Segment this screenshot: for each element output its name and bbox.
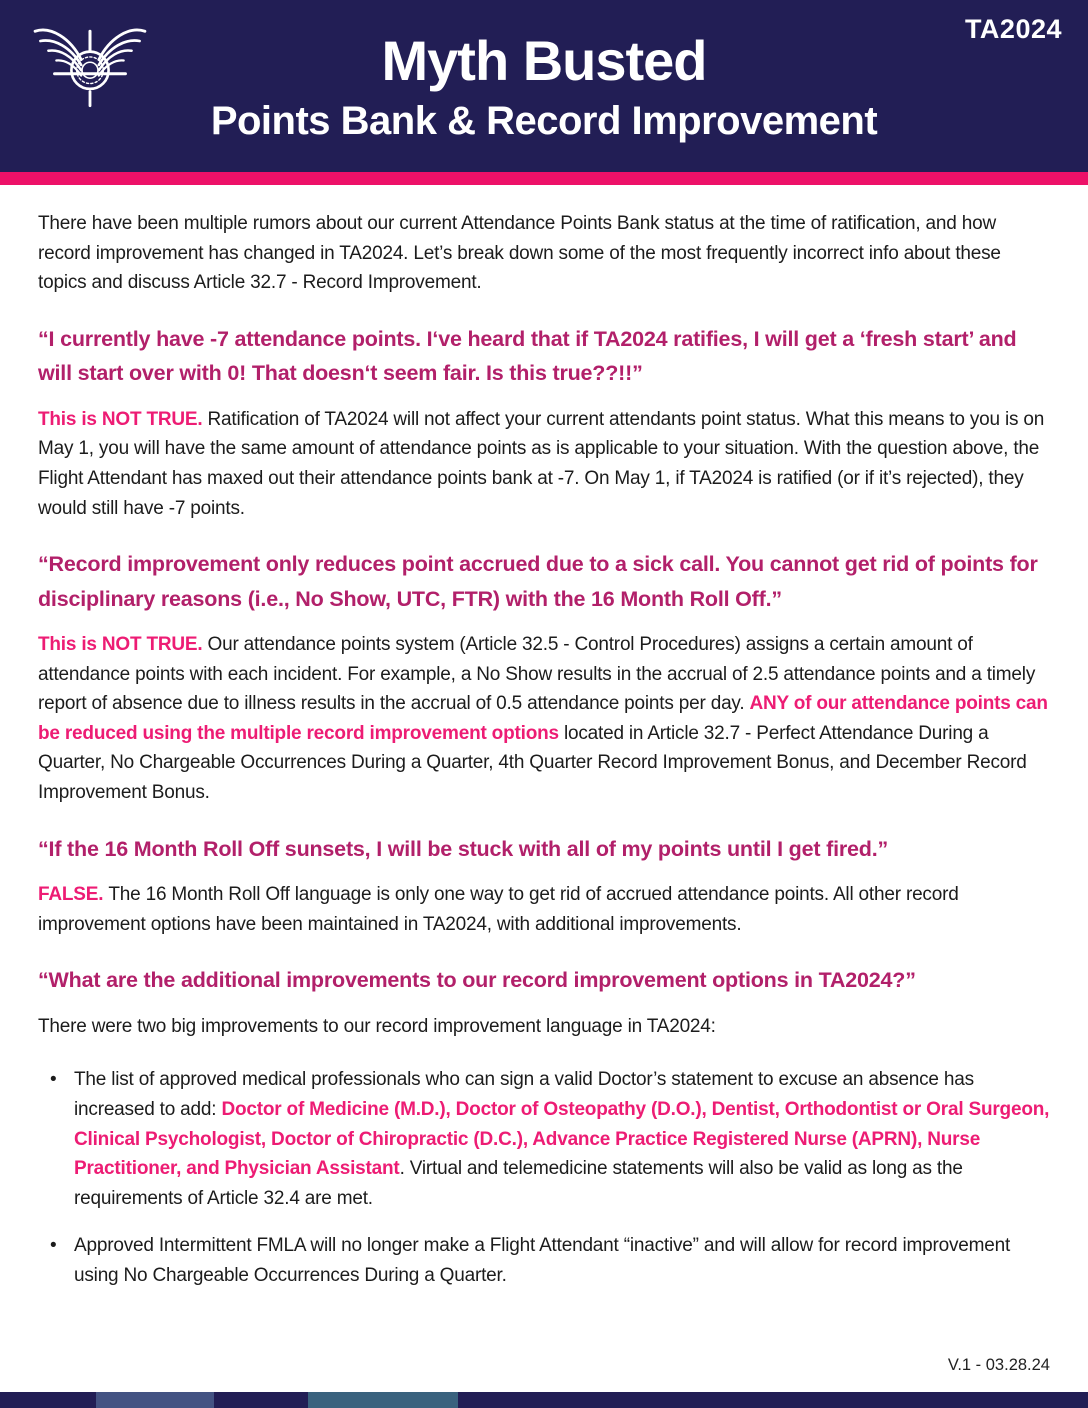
text-segment: Our attendance points system (Article 32.5 - Control Procedures) assigns a certain amount of attendance points with each incident. For example, a No Show results in the accrual of 2.5 attendance points and a timely report of absence due to illness results in the accrual of 0.5 attendance points per day. bbox=[38, 633, 1036, 715]
question-3: “If the 16 Month Roll Off sunsets, I will be stuck with all of my points until I get fired.” bbox=[38, 836, 889, 861]
accent-bar bbox=[0, 172, 1088, 185]
improvements-list bbox=[38, 1065, 1050, 1290]
improvements-intro: There were two big improvements to our record improvement language in TA2024: bbox=[38, 1015, 716, 1037]
question-2: “Record improvement only reduces point accrued due to a sick call. You cannot get rid of points for disciplinary reasons (i.e., No Show, UTC, FTR) with the 16 Month Roll Off.” bbox=[38, 552, 1038, 611]
text-segment: Ratification of TA2024 will not affect your current attendants point status. What this means to you is on May 1, you will have the same amount of attendance points as is applicable to your situation. With the question above, the Flight Attendant has maxed out their attendance points bank at -7. On May 1, if TA2024 is ratified (or if it’s rejected), they would still have -7 points. bbox=[38, 408, 1045, 519]
answer-3 bbox=[38, 880, 1050, 939]
accent-text-segment: This is NOT TRUE. bbox=[38, 408, 208, 430]
page-title: Myth Busted bbox=[381, 29, 707, 92]
header bbox=[0, 0, 1088, 172]
text-segment: The list of approved medical professionals who can sign a valid Doctor’s statement to excuse an absence has increased to add: bbox=[74, 1069, 974, 1120]
list-item-medical-professionals bbox=[38, 1065, 1050, 1213]
list-item-fmla bbox=[38, 1231, 1050, 1290]
bottom-bar bbox=[0, 1392, 1088, 1408]
text-segment: located in Article 32.7 - Perfect Attendance During a Quarter, No Chargeable Occurrences During a Quarter, 4th Quarter Record Improvement Bonus, and December Record Improvement Bonus. bbox=[38, 722, 1027, 804]
content bbox=[0, 185, 1088, 1291]
version-label: V.1 - 03.28.24 bbox=[947, 1356, 1050, 1374]
text-segment: The 16 Month Roll Off language is only one way to get rid of accrued attendance points. All other record improvement options have been maintained in TA2024, with additional improvements. bbox=[38, 884, 959, 935]
page-subtitle: Points Bank & Record Improvement bbox=[210, 99, 878, 144]
accent-text-segment: This is NOT TRUE. bbox=[38, 633, 208, 655]
text-segment: . Virtual and telemedicine statements will also be valid as long as the requirements of Article 32.4 are met. bbox=[74, 1158, 963, 1209]
twu-wings-logo bbox=[28, 10, 152, 134]
accent-text-segment: Doctor of Medicine (M.D.), Doctor of Osteopathy (D.O.), Dentist, Orthodontist or Oral Surgeon, Clinical Psychologist, Doctor of Chiropractic (D.C.), Advance Practice Registered Nurse (APRN), Nurse Practitioner, and Physician Assistant bbox=[74, 1098, 1050, 1180]
question-1: “I currently have -7 attendance points. I‘ve heard that if TA2024 ratifies, I will get a ‘fresh start’ and will start over with 0! That doesn‘t seem fair. Is this true??!!” bbox=[38, 326, 1017, 386]
accent-text-segment: ANY of our attendance points can be reduced using the multiple record improvement options bbox=[38, 693, 1048, 744]
answer-1 bbox=[38, 405, 1050, 524]
intro-paragraph: There have been multiple rumors about our current Attendance Points Bank status at the time of ratification, and how record improvement has changed in TA2024. Let’s break down some of the most frequently incorrect info about these topics and discuss Article 32.7 - Record Improvement. bbox=[38, 213, 1001, 294]
answer-2 bbox=[38, 630, 1050, 808]
accent-text-segment: FALSE. bbox=[38, 884, 109, 906]
text-segment: Approved Intermittent FMLA will no longer make a Flight Attendant “inactive” and will allow for record improvement using No Chargeable Occurrences During a Quarter. bbox=[74, 1235, 1011, 1287]
bottom-bar-patch bbox=[308, 1392, 458, 1408]
question-4: “What are the additional improvements to our record improvement options in TA2024?” bbox=[38, 968, 916, 993]
corner-tag: TA2024 bbox=[964, 14, 1062, 44]
twu-wings-icon bbox=[28, 10, 152, 134]
bottom-bar-patch bbox=[96, 1392, 214, 1408]
